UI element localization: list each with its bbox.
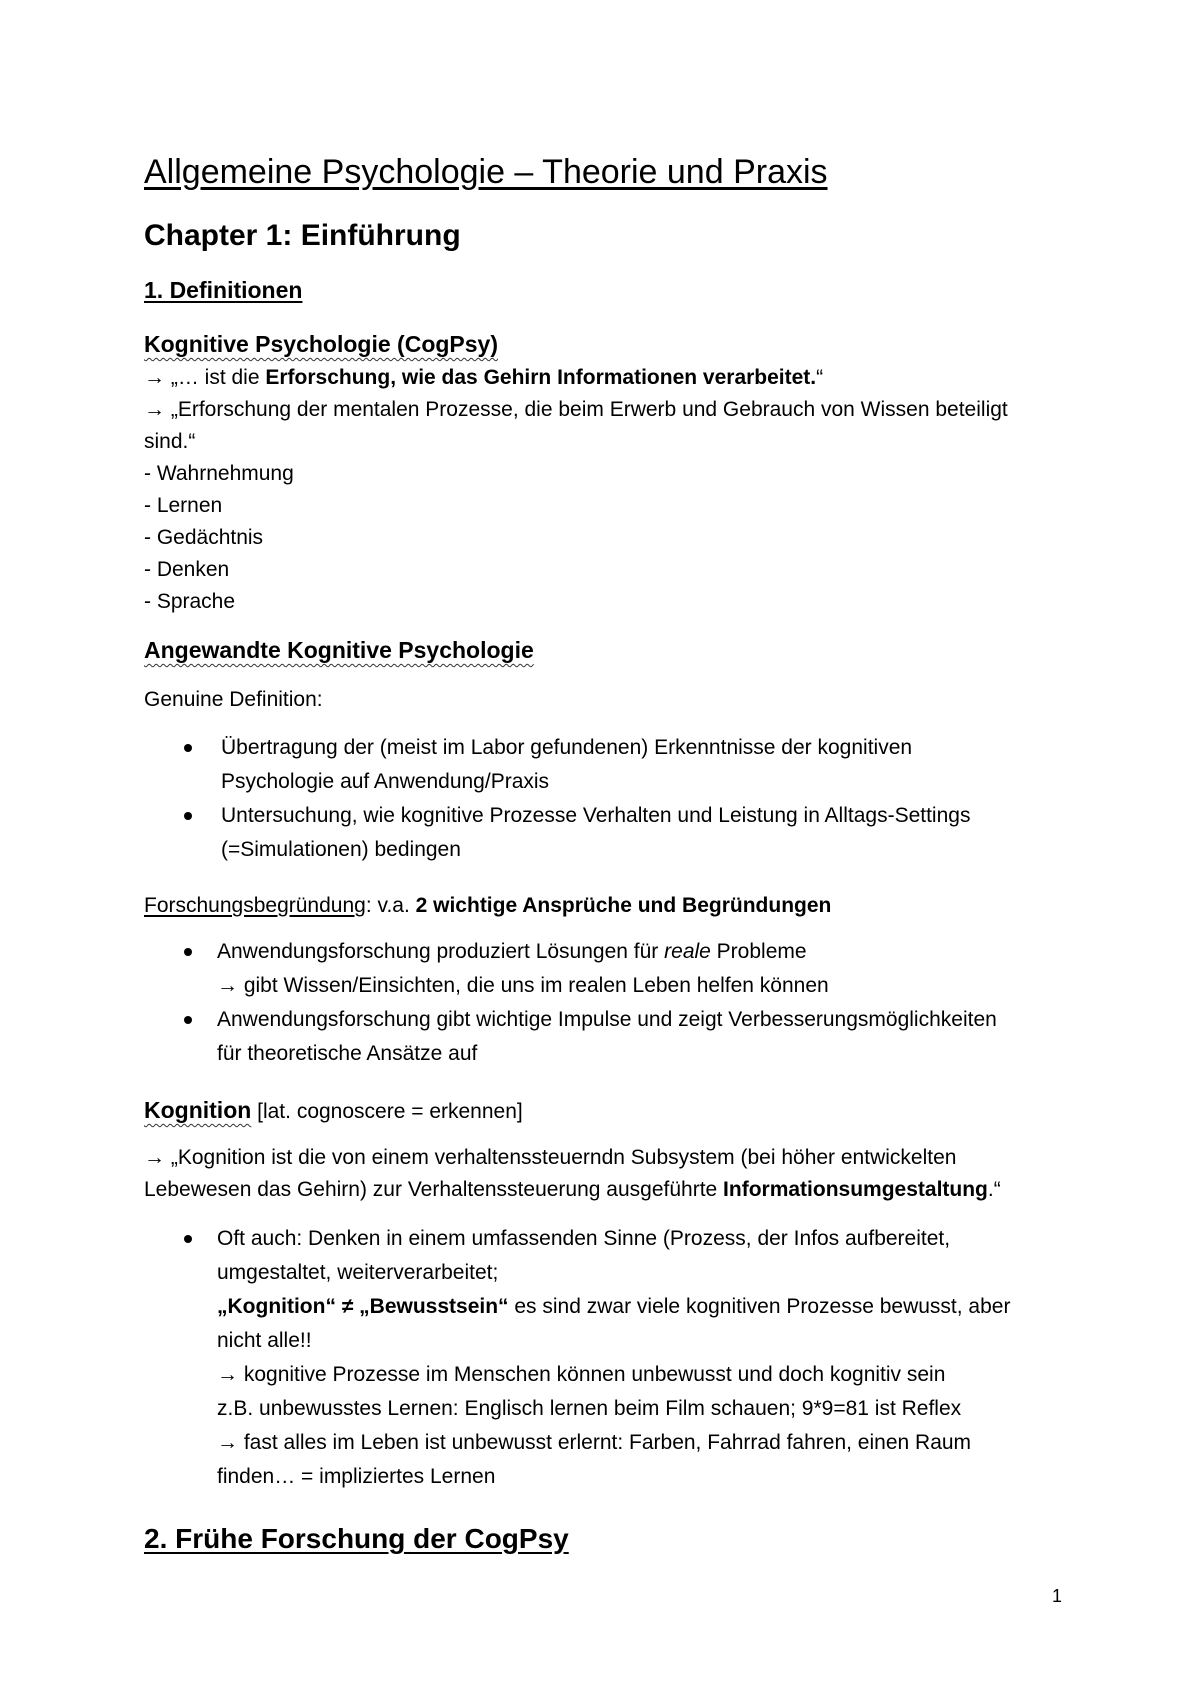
bullet-text-cont: → fast alles im Leben ist unbewusst erlernt: Farben, Fahrrad fahren, einen Raum bbox=[217, 1431, 972, 1454]
subheading-kognitive-psychologie: Kognitive Psychologie (CogPsy) bbox=[144, 331, 498, 357]
bullet-text-cont: finden… = impliziertes Lernen bbox=[217, 1465, 496, 1488]
section-heading-definitionen: 1. Definitionen bbox=[144, 277, 303, 303]
kognition-etymology: [lat. cognoscere = erkennen] bbox=[251, 1100, 523, 1123]
bold-phrase: Erforschung, wie das Gehirn Informationen verarbeitet. bbox=[265, 366, 817, 389]
quote-close: “ bbox=[816, 366, 824, 389]
bullet-icon bbox=[184, 1016, 192, 1024]
bullet-text-cont: (=Simulationen) bedingen bbox=[221, 838, 461, 861]
bold-phrase: 2 wichtige Ansprüche und Begründungen bbox=[415, 894, 832, 917]
cogpsy-definition-2: → „Erforschung der mentalen Prozesse, die beim Erwerb und Gebrauch von Wissen beteiligt bbox=[144, 398, 1008, 421]
cogpsy-definition-1 bbox=[144, 362, 823, 394]
text-span: : v.a. bbox=[365, 894, 416, 917]
bullet-text: Anwendungsforschung gibt wichtige Impulse und zeigt Verbesserungsmöglichkeiten bbox=[217, 1008, 997, 1031]
bullet-icon bbox=[184, 744, 192, 752]
bullet-text-cont: nicht alle!! bbox=[217, 1329, 312, 1352]
bullet-text-cont: z.B. unbewusstes Lernen: Englisch lernen beim Film schauen; 9*9=81 ist Reflex bbox=[217, 1397, 962, 1420]
bullet-text bbox=[217, 935, 807, 969]
bullet-text-cont: für theoretische Ansätze auf bbox=[217, 1042, 478, 1065]
forschungsbegruendung-line bbox=[144, 890, 831, 922]
text-span: .“ bbox=[987, 1178, 1001, 1201]
bullet-text: Oft auch: Denken in einem umfassenden Sinne (Prozess, der Infos aufbereitet, bbox=[217, 1227, 951, 1250]
bullet-text: Übertragung der (meist im Labor gefundenen) Erkenntnisse der kognitiven bbox=[221, 736, 913, 759]
chapter-heading: Chapter 1: Einführung bbox=[144, 219, 461, 252]
bold-phrase: „Kognition“ ≠ „Bewusstsein“ bbox=[217, 1295, 509, 1318]
bullet-text-cont: Psychologie auf Anwendung/Praxis bbox=[221, 770, 550, 793]
subheading-kognition: Kognition bbox=[144, 1097, 252, 1123]
list-item: - Wahrnehmung bbox=[144, 462, 294, 485]
italic-word: reale bbox=[664, 940, 711, 963]
list-item: - Sprache bbox=[144, 590, 236, 613]
cogpsy-definition-2-cont: sind.“ bbox=[144, 430, 196, 453]
kognition-quote-1: → „Kognition ist die von einem verhaltenssteuerndn Subsystem (bei höher entwickelten bbox=[144, 1146, 957, 1169]
bullet-icon bbox=[184, 948, 192, 956]
kognition-heading-line bbox=[144, 1094, 523, 1128]
kognition-quote-2 bbox=[144, 1174, 1001, 1206]
list-item: - Denken bbox=[144, 558, 230, 581]
list-item: - Lernen bbox=[144, 494, 223, 517]
list-item: - Gedächtnis bbox=[144, 526, 264, 549]
text-span: Lebewesen das Gehirn) zur Verhaltenssteuerung ausgeführte bbox=[144, 1178, 724, 1201]
bullet-text-cont: → gibt Wissen/Einsichten, die uns im realen Leben helfen können bbox=[217, 974, 829, 997]
bold-phrase: Informationsumgestaltung bbox=[723, 1178, 988, 1201]
arrow-text: → „… ist die bbox=[144, 366, 266, 389]
forschungsbegruendung-label: Forschungsbegründung bbox=[144, 894, 366, 917]
bullet-text: Untersuchung, wie kognitive Prozesse Verhalten und Leistung in Alltags-Settings bbox=[221, 804, 971, 827]
bullet-text-cont: umgestaltet, weiterverarbeitet; bbox=[217, 1261, 499, 1284]
bullet-icon bbox=[184, 1235, 192, 1243]
text-span: Anwendungsforschung produziert Lösungen für bbox=[217, 940, 665, 963]
text-span: es sind zwar viele kognitiven Prozesse bewusst, aber bbox=[508, 1295, 1011, 1318]
subheading-angewandte: Angewandte Kognitive Psychologie bbox=[144, 637, 534, 663]
page-number: 1 bbox=[1052, 1586, 1063, 1606]
bullet-icon bbox=[184, 812, 192, 820]
section-heading-fruehe-forschung: 2. Frühe Forschung der CogPsy bbox=[144, 1523, 569, 1554]
text-span: Probleme bbox=[710, 940, 807, 963]
bullet-text-cont bbox=[217, 1290, 1010, 1324]
document-title: Allgemeine Psychologie – Theorie und Praxis bbox=[144, 153, 828, 191]
genuine-definition-label: Genuine Definition: bbox=[144, 688, 323, 711]
bullet-text-cont: → kognitive Prozesse im Menschen können unbewusst und doch kognitiv sein bbox=[217, 1363, 946, 1386]
